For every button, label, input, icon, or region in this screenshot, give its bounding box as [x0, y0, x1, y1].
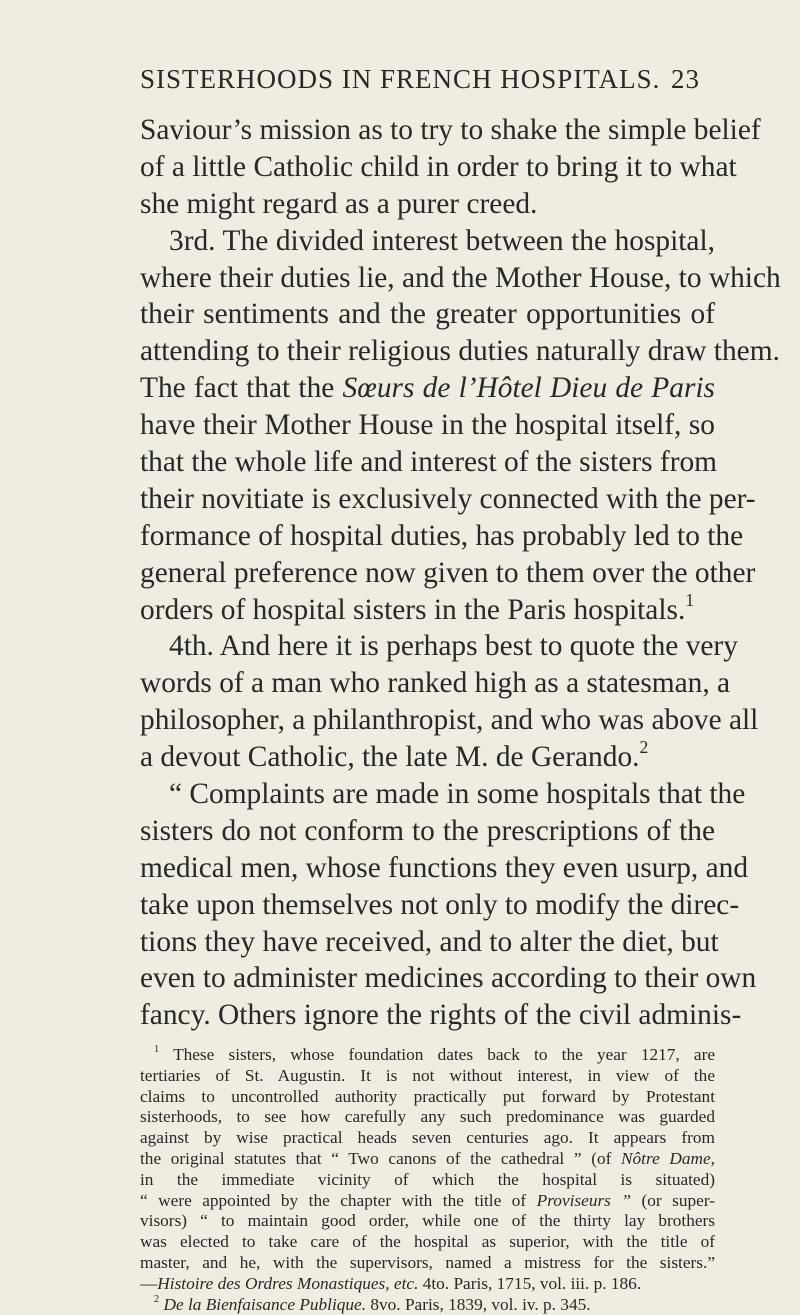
text-line: general preference now given to them over the other: [140, 556, 756, 589]
footnote-ref-1[interactable]: 1: [685, 589, 695, 610]
footnote-1-line: [140, 1191, 715, 1212]
text-line: even to administer medicines according to their own: [140, 962, 757, 995]
italic-phrase: Proviseurs ”: [536, 1190, 632, 1210]
text-fragment: the original statutes that “ Two canons of the cathedral ” (of: [140, 1148, 612, 1168]
text-fragment: 8vo. Paris, 1839, vol. iv. p. 345.: [370, 1294, 591, 1314]
text-line: 4th. And here it is perhaps best to quote the very: [169, 630, 738, 663]
footnote-1-line: [140, 1149, 715, 1170]
footnote-1-line: visors) “ to maintain good order, while one of the thirty lay brothers: [140, 1211, 715, 1231]
text-line-with-footnote: [140, 736, 715, 776]
footnote-2-marker: 2: [154, 1293, 160, 1305]
text-line: she might regard as a purer creed.: [140, 187, 538, 220]
text-line: Saviour’s mission as to try to shake the simple belief: [140, 114, 761, 146]
text-fragment: in the immediate vicinity of which the hospital is situated): [140, 1169, 715, 1189]
text-fragment: The fact that the: [140, 372, 343, 405]
page-number: 23: [671, 64, 700, 94]
text-line: 3rd. The divided interest between the hospital,: [169, 224, 715, 257]
text-line: words of a man who ranked high as a statesman, a: [140, 667, 731, 700]
body-text: [140, 112, 781, 1034]
text-line: where their duties lie, and the Mother House, to which: [140, 261, 781, 294]
footnotes: [140, 1045, 715, 1315]
text-fragment: “ were appointed by the chapter with the title of: [140, 1190, 527, 1210]
text-line: fancy. Others ignore the rights of the civil adminis-: [140, 999, 742, 1032]
text-line-mixed: [140, 370, 715, 407]
footnote-1-line: [140, 1274, 715, 1295]
footnote-1-line: [140, 1045, 715, 1066]
running-head: [140, 64, 700, 95]
footnote-1-line: [140, 1170, 715, 1191]
text-fragment: These sisters, whose foundation dates back to the year 1217, are: [173, 1045, 715, 1064]
text-line: have their Mother House in the hospital itself, so: [140, 409, 715, 442]
text-line: tions they have received, and to alter the diet, but: [140, 925, 719, 958]
text-line: philosopher, a philanthropist, and who was above all: [140, 704, 759, 737]
text-line: of a little Catholic child in order to bring it to what: [140, 150, 737, 183]
text-line: sisters do not conform to the prescriptions of the: [140, 814, 715, 847]
text-fragment: a devout Catholic, the late M. de Gerando.: [140, 741, 640, 774]
text-line: their novitiate is exclusively connected with the per-: [140, 482, 756, 515]
text-fragment: 4to. Paris, 1715, vol. iii. p. 186.: [422, 1273, 642, 1293]
text-line: “ Complaints are made in some hospitals that the: [169, 778, 746, 811]
footnote-1-line: master, and he, with the supervisors, named a mistress for the sisters.”: [140, 1252, 715, 1272]
footnote-1-line: claims to uncontrolled authority practically put forward by Protestant: [140, 1086, 715, 1106]
text-line: their sentiments and the greater opportunities of: [140, 298, 715, 331]
footnote-1-line: sisterhoods, to see how carefully any such predominance was guarded: [140, 1107, 715, 1127]
footnote-1-line: against by wise practical heads seven centuries ago. It appears from: [140, 1128, 715, 1148]
text-line: that the whole life and interest of the sisters from: [140, 446, 718, 479]
text-line: attending to their religious duties naturally draw them.: [140, 335, 780, 368]
text-line-with-footnote: [140, 589, 715, 629]
text-line: medical men, whose functions they even usurp, and: [140, 851, 749, 884]
text-fragment: (or super-: [641, 1190, 715, 1210]
text-fragment: —: [140, 1273, 158, 1293]
footnote-1-line: was elected to take care of the hospital as superior, with the title of: [140, 1232, 715, 1252]
text-fragment: orders of hospital sisters in the Paris hospitals.: [140, 593, 686, 626]
italic-phrase: Histoire des Ordres Monastiques, etc.: [157, 1273, 419, 1293]
italic-phrase: Sœurs de l’Hôtel Dieu de Paris: [342, 372, 715, 405]
italic-phrase: Nôtre Dame,: [621, 1148, 715, 1168]
footnote-2-line: [140, 1295, 715, 1315]
text-line: take upon themselves not only to modify the direc-: [140, 888, 740, 921]
footnote-ref-2[interactable]: 2: [639, 736, 649, 757]
footnote-1-line: tertiaries of St. Augustin. It is not without interest, in view of the: [140, 1065, 715, 1085]
text-line: formance of hospital duties, has probably led to the: [140, 519, 744, 552]
footnote-1-marker: 1: [154, 1044, 160, 1056]
italic-phrase: De la Bienfaisance Publique.: [163, 1294, 367, 1314]
running-title: SISTERHOODS IN FRENCH HOSPITALS.: [140, 64, 661, 94]
